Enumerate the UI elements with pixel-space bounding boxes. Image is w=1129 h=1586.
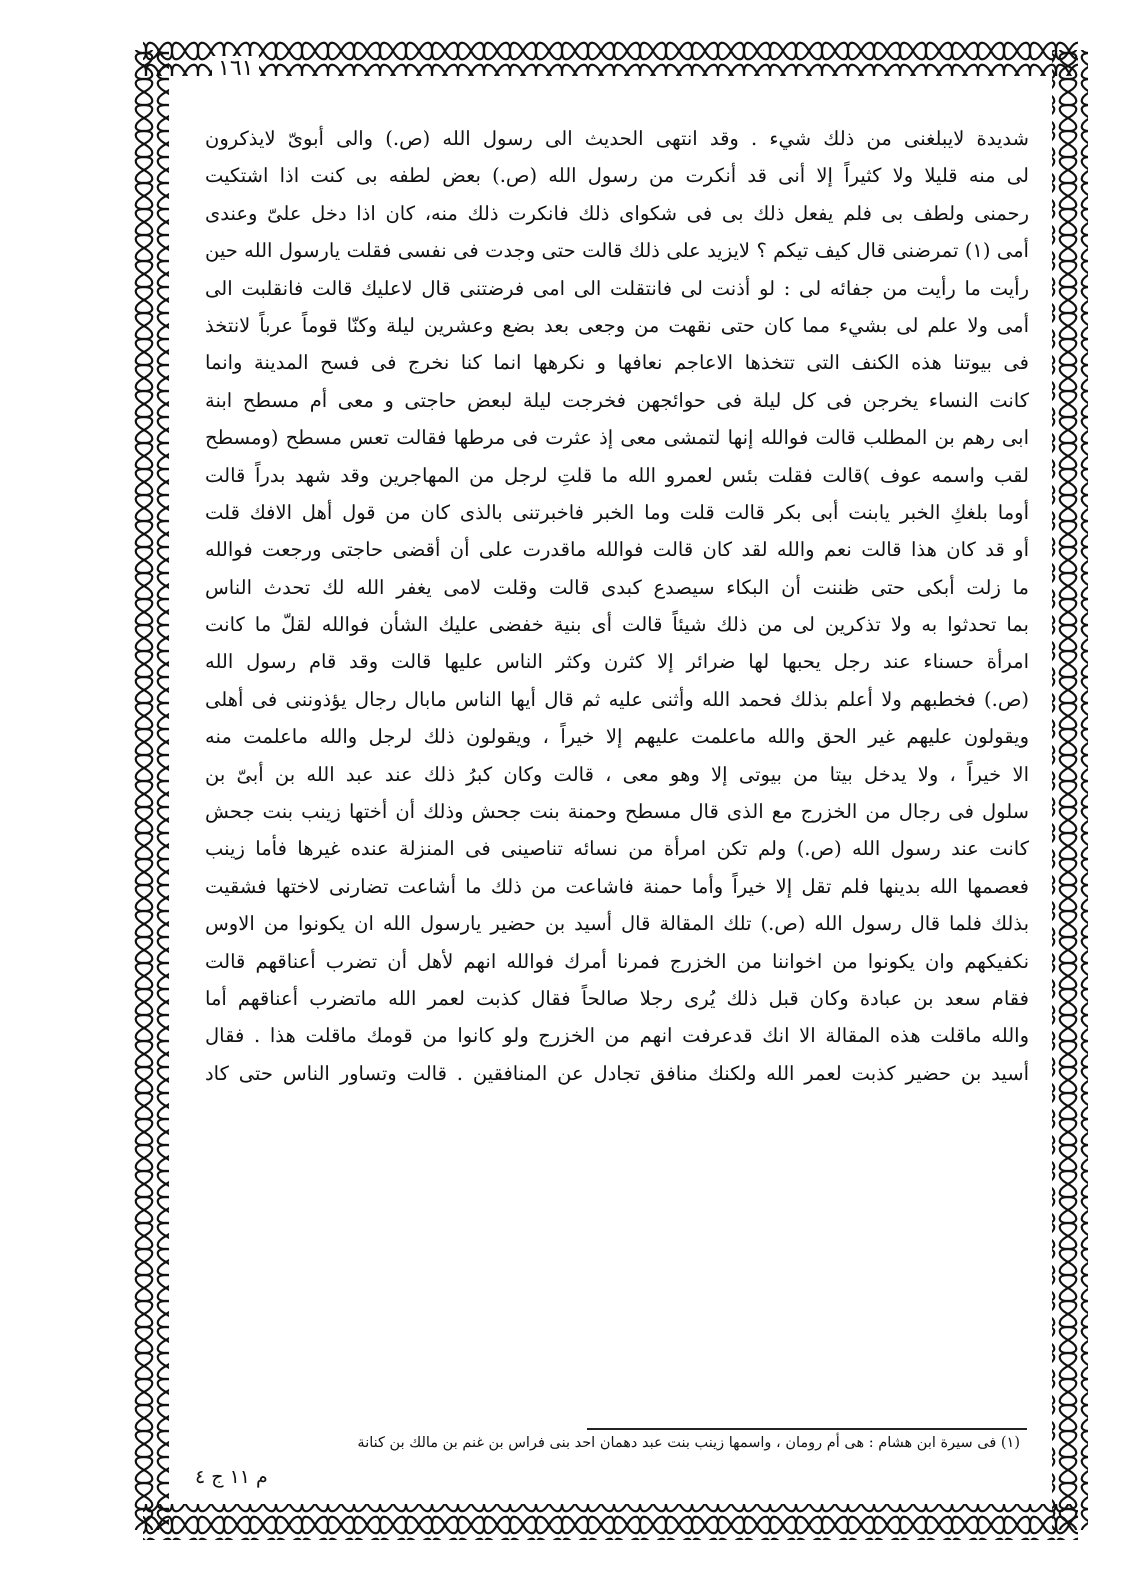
text-line: أمى (١) تمرضنى قال كيف تيكم ؟ لايزيد على ذلك قالت حتى وجدت فى نفسى فقلت يارسول الله حين [205, 239, 1029, 263]
text-line: بما تحدثوا به ولا تذكرين لى من ذلك شيئاً قالت أى بنية خفضى عليك الشأن فوالله لقلّ ما كانت [205, 613, 1029, 637]
text-line: نكفيكهم وان يكونوا من اخواننا من الخزرج فمرنا أمرك فوالله انهم لأهل أن تضرب أعناقهم قالت [205, 949, 1029, 973]
text-line: الا خيراً ، ولا يدخل بيتا من بيوتى إلا وهو معى ، قالت وكان كبرُ ذلك عند عبد الله بن أبىّ بن [205, 762, 1029, 786]
text-line: فعصمها الله بدينها فلم تقل إلا خيراً وأما حمنة فاشاعت من ذلك ما أشاعت تضارنى لاختها فشقيت [205, 874, 1029, 898]
page-number: ١٦١ [212, 56, 259, 81]
text-line: فى بيوتنا هذه الكنف التى تتخذها الاعاجم نعافها و نكرهها انما كنا نخرج فى فسح المدينة وانما [205, 351, 1029, 375]
page-body-text [205, 120, 1029, 1092]
text-line: رأيت ما رأيت من جفائه لى : لو أذنت لى فانتقلت الى امى فرضتنى قال لاعليك قالت فانقلبت الى [205, 276, 1029, 300]
text-line: أو قد كان هذا قالت نعم والله لقد كان قالت فوالله ماقدرت على أن أقضى حاجتى ورجعت فوالله [205, 538, 1029, 562]
text-line: فقام سعد بن عبادة وكان قبل ذلك يُرى رجلا صالحاً فقال كذبت لعمر الله ماتضرب أعناقهم أما [205, 986, 1029, 1010]
text-line: كانت النساء يخرجن فى كل ليلة فى حوائجهن فخرجت ليلة لبعض حاجتى و معى أم مسطح ابنة [205, 388, 1029, 412]
text-line: أوما بلغكِ الخبر يابنت أبى بكر قالت قلت وما الخبر فاخبرتنى بالذى كان من قول أهل الافك قلت [205, 500, 1029, 524]
text-line: ويقولون عليهم غير الحق والله ماعلمت عليهم إلا خيراً ، ويقولون ذلك لرجل والله ماعلمت منه [205, 725, 1029, 749]
text-line: أمى ولا علم لى بشيء مما كان حتى نقهت من وجعى بعد بضع وعشرين ليلة وكنّا قوماً عرباً لانتخذ [205, 313, 1029, 337]
text-line: كانت عند رسول الله (ص.) ولم تكن امرأة من نسائه تناصينى فى المنزلة عنده غيرها فأما زينب [205, 837, 1029, 861]
text-line: رحمنى ولطف بى فلم يفعل ذلك بى فى شكواى ذلك فانكرت ذلك منه، كان اذا دخل علىّ وعندى [205, 201, 1029, 225]
text-line: سلول فى رجال من الخزرج مع الذى قال مسطح وحمنة بنت جحش وذلك أن أختها زينب بنت جحش [205, 800, 1029, 824]
text-line: أسيد بن حضير كذبت لعمر الله ولكنك منافق تجادل عن المنافقين . قالت وتساور الناس حتى كاد [205, 1061, 1029, 1085]
text-line: لى منه قليلا ولا كثيراً إلا أنى قد أنكرت من رسول الله (ص.) بعض لطفه بى كنت اذا اشتكيت [205, 164, 1029, 188]
volume-signature: م ١١ ج ٤ [195, 1466, 268, 1488]
text-line: لقب واسمه عوف )قالت فقلت بئس لعمرو الله ما قلتِ لرجل من المهاجرين وقد شهد بدراً قالت [205, 463, 1029, 487]
footnote: (١) فى سيرة ابن هشام : هى أم رومان ، واسمها زينب بنت عبد دهمان احد بنى فراس بن غنم بن مالك بن كنانة [357, 1435, 1020, 1451]
footnote-divider [587, 1428, 1027, 1430]
text-line: شديدة لايبلغنى من ذلك شيء . وقد انتهى الحديث الى رسول الله (ص.) والى أبوىّ لايذكرون [205, 127, 1029, 150]
text-line: (ص.) فخطبهم ولا أعلم بذلك فحمد الله وأثنى عليه ثم قال أيها الناس مابال رجال يؤذوننى فى أهلى [205, 687, 1029, 711]
text-line: ما زلت أبكى حتى ظننت أن البكاء سيصدع كبدى قالت وقلت لامى يغفر الله لك تحدث الناس [205, 575, 1029, 599]
text-line: ابى رهم بن المطلب قالت فوالله إنها لتمشى معى إذ عثرت فى مرطها فقالت تعس مسطح (ومسطح [205, 426, 1029, 450]
text-line: بذلك فلما قال رسول الله (ص.) تلك المقالة قال أسيد بن حضير يارسول الله ان يكونوا من الاوس [205, 912, 1029, 936]
text-line: والله ماقلت هذه المقالة الا انك قدعرفت انهم من الخزرج ولو كانوا من قومك ماقلت هذا . فقال [205, 1024, 1029, 1048]
text-line: امرأة حسناء عند رجل يحبها لها ضرائر إلا كثرن وكثر الناس عليها قالت وقد قام رسول الله [205, 650, 1029, 674]
